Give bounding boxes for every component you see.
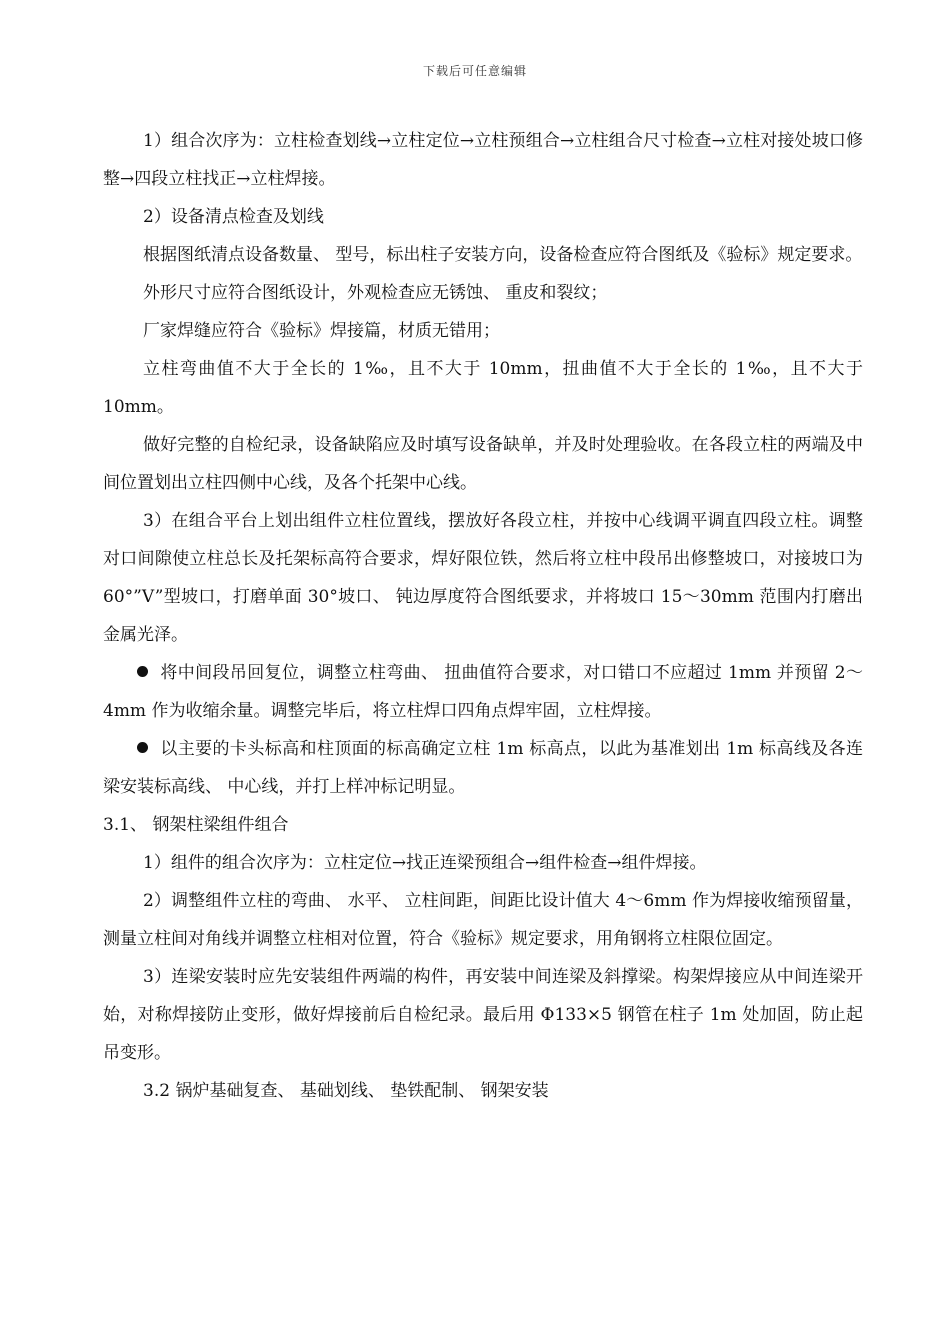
- paragraph-self-inspection: 做好完整的自检纪录，设备缺陷应及时填写设备缺单，并及时处理验收。在各段立柱的两端及中间位置划出立柱四侧中心线，及各个托架中心线。: [103, 435, 863, 493]
- document-body: [103, 122, 863, 1110]
- section-heading-3-2: 3.2 锅炉基础复查、 基础划线、 垫铁配制、 钢架安装: [143, 1081, 549, 1101]
- paragraph-assembly-sequence: 1）组合次序为：立柱检查划线→立柱定位→立柱预组合→立柱组合尺寸检查→立柱对接处坡口修整→四段立柱找正→立柱焊接。: [103, 131, 863, 189]
- bullet-item: [103, 730, 863, 806]
- paragraph-beam-installation: 3）连梁安装时应先安装组件两端的构件，再安装中间连梁及斜撑梁。构架焊接应从中间连梁开始，对称焊接防止变形，做好焊接前后自检纪录。最后用 Φ133×5 钢管在柱子 1m 处加固，防止起吊变形。: [103, 967, 863, 1063]
- paragraph-equipment-check-heading: 2）设备清点检查及划线: [143, 207, 324, 227]
- page-header: 下载后可任意编辑: [422, 64, 527, 78]
- paragraph-platform-layout: 3）在组合平台上划出组件立柱位置线，摆放好各段立柱，并按中心线调平调直四段立柱。调整对口间隙使立柱总长及托架标高符合要求，焊好限位铁，然后将立柱中段吊出修整坡口，对接坡口为 60°”V”型坡口，打磨单面 30°坡口、 钝边厚度符合图纸要求，并将坡口 15～30mm 范围内打磨出金属光泽。: [103, 511, 863, 645]
- section-heading-3-1: 3.1、 钢架柱梁组件组合: [103, 815, 289, 835]
- paragraph-dimensions: 外形尺寸应符合图纸设计，外观检查应无锈蚀、 重皮和裂纹；: [143, 283, 608, 303]
- bullet-text: 将中间段吊回复位，调整立柱弯曲、 扭曲值符合要求，对口错口不应超过 1mm 并预留 2～4mm 作为收缩余量。调整完毕后，将立柱焊口四角点焊牢固，立柱焊接。: [103, 663, 863, 721]
- paragraph-equipment-count: 根据图纸清点设备数量、 型号，标出柱子安装方向，设备检查应符合图纸及《验标》规定要求。: [143, 245, 863, 265]
- paragraph-bend-tolerance: 立柱弯曲值不大于全长的 1‰，且不大于 10mm，扭曲值不大于全长的 1‰，且不大于 10mm。: [103, 359, 863, 417]
- bullet-icon: [137, 666, 148, 677]
- paragraph-component-sequence: 1）组件的组合次序为：立柱定位→找正连梁预组合→组件检查→组件焊接。: [143, 853, 707, 873]
- paragraph-weld-seams: 厂家焊缝应符合《验标》焊接篇，材质无错用；: [143, 321, 500, 341]
- bullet-item: [103, 654, 863, 730]
- bullet-icon: [137, 742, 148, 753]
- paragraph-column-adjustment: 2）调整组件立柱的弯曲、 水平、 立柱间距，间距比设计值大 4～6mm 作为焊接收缩预留量，测量立柱间对角线并调整立柱相对位置，符合《验标》规定要求，用角钢将立柱限位固定。: [103, 891, 863, 949]
- bullet-text: 以主要的卡头标高和柱顶面的标高确定立柱 1m 标高点，以此为基准划出 1m 标高线及各连梁安装标高线、 中心线，并打上样冲标记明显。: [103, 739, 863, 797]
